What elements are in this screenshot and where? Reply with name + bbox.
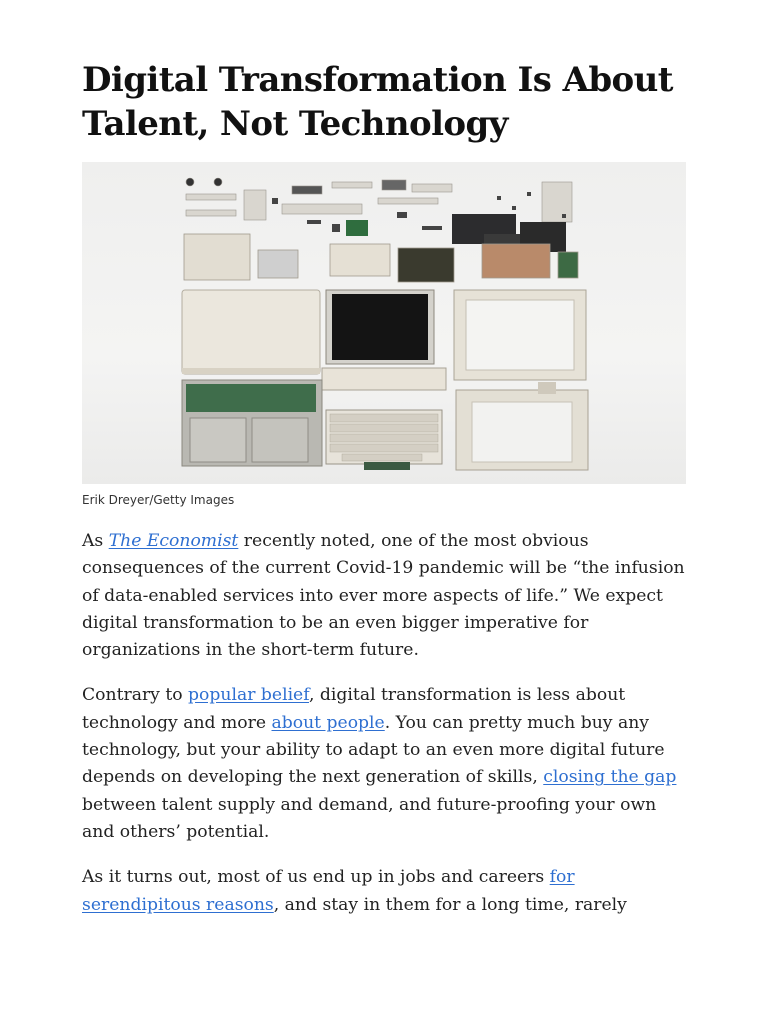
- image-credit: Erik Dreyer/Getty Images: [82, 493, 235, 507]
- paragraph-3: As it turns out, most of us end up in jobs and careers for serendipitous reasons, and stay in them for a long time, rarely: [82, 867, 627, 915]
- article-title: [82, 58, 686, 146]
- article: [82, 0, 686, 915]
- title-line-1: Digital Transformation Is About: [82, 60, 673, 100]
- paragraph-1: As The Economist recently noted, one of the most obvious consequences of the current Covid-19 pandemic will be “the infusion of data-enabled services into ever more aspects of life.” We expect digital transformation to be an even bigger imperative for organizations in the short-term future.: [82, 531, 685, 661]
- link-serendipitous-reasons[interactable]: for serendipitous reasons: [82, 867, 575, 915]
- laptop-parts-illustration: [82, 162, 686, 484]
- article-body: [82, 528, 686, 937]
- paragraph-2: Contrary to popular belief, digital transformation is less about technology and more about people. You can pretty much buy any technology, but your ability to adapt to an even more digital future depends on developing the next generation of skills, closing the gap between talent supply and demand, and future-proofing your own and others’ potential.: [82, 685, 677, 842]
- title-line-2: Talent, Not Technology: [82, 104, 508, 144]
- link-about-people[interactable]: about people: [271, 712, 385, 733]
- link-the-economist[interactable]: The Economist: [108, 531, 239, 551]
- link-popular-belief[interactable]: popular belief: [188, 685, 309, 706]
- hero-image: [82, 162, 686, 484]
- link-closing-the-gap[interactable]: closing the gap: [543, 767, 677, 788]
